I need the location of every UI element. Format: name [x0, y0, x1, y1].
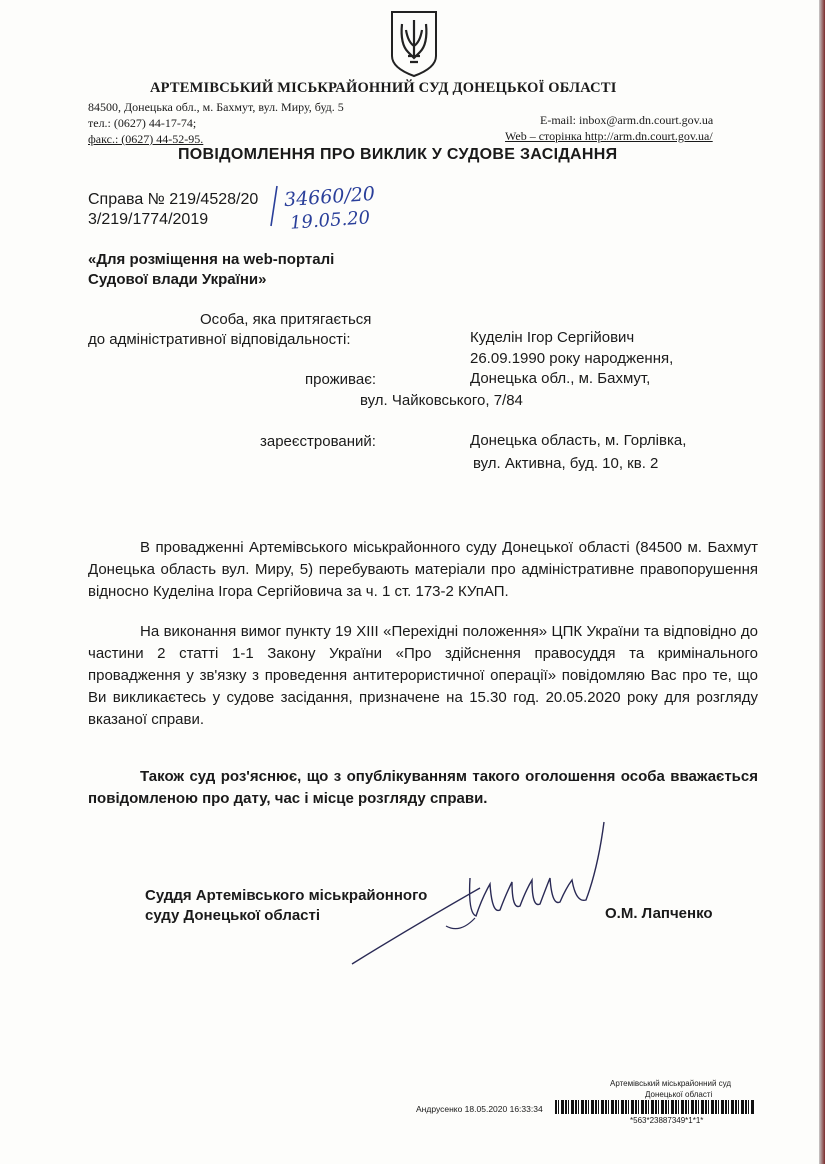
handwritten-date: 19.05.20: [289, 207, 371, 234]
judge-name: О.М. Лапченко: [605, 905, 713, 922]
lives-label: проживає:: [305, 371, 377, 388]
case-number-secondary: 3/219/1774/2019: [88, 211, 209, 228]
court-email: E-mail: inbox@arm.dn.court.gov.ua: [540, 113, 714, 127]
lives-line1: Донецька обл., м. Бахмут,: [470, 370, 651, 387]
court-phone: тел.: (0627) 44-17-74;: [88, 116, 197, 130]
court-fax: факс.: (0627) 44-52-95.: [88, 132, 204, 146]
person-birth: 26.09.1990 року народження,: [470, 350, 674, 367]
paragraph-summons: На виконання вимог пункту 19 XIII «Перехідні положення» ЦПК України та відповідно до частини 2 статті 1-1 Закону України «Про здійснення правосуддя та кримінального провадження у зв'язку з проведення антитерористичної операції» повідомляю Вас про те, що Ви викликаєтесь у судове засідання, призначене на 15.30 год. 20.05.2020 року для розгляду вказаної справи.: [88, 623, 758, 728]
registered-line2: вул. Активна, буд. 10, кв. 2: [473, 455, 659, 472]
paragraph-clarification: Також суд роз'яснює, що з опублікуванням такого оголошення особа вважається повідомленою про дату, час і місце розгляду справи.: [88, 768, 758, 807]
stamp-clerk-time: Андрусенко 18.05.2020 16:33:34: [416, 1104, 543, 1114]
scan-edge: [819, 0, 825, 1164]
person-name: Куделін Ігор Сергійович: [470, 329, 635, 346]
handwritten-signature: [350, 818, 612, 968]
stamp-org-line1: Артемівський міськрайонний суд: [610, 1079, 732, 1088]
registered-label: зареєстрований:: [260, 433, 376, 450]
lives-line2: вул. Чайковського, 7/84: [360, 392, 523, 409]
stamp-org-line2: Донецької області: [645, 1090, 713, 1099]
page-title: ПОВІДОМЛЕННЯ ПРО ВИКЛИК У СУДОВЕ ЗАСІДАННЯ: [178, 146, 618, 163]
case-number: Справа № 219/4528/20: [88, 191, 259, 208]
paragraph-proceedings: В провадженні Артемівського міськрайонного суду Донецької області (84500 м. Бахмут Донецька область вул. Миру, 5) перебувають матеріали про адміністративне правопорушення відносно Куделіна Ігора Сергійовича за ч. 1 ст. 173-2 КУпАП.: [88, 539, 758, 600]
trident-emblem-icon: [388, 6, 440, 78]
person-label-1: Особа, яка притягається: [200, 311, 372, 328]
person-label-2: до адміністративної відповідальності:: [88, 331, 351, 348]
placement-note-line2: Судової влади України»: [88, 271, 267, 288]
handwritten-stroke: [268, 184, 280, 228]
barcode: [555, 1100, 755, 1114]
court-address: 84500, Донецька обл., м. Бахмут, вул. Миру, буд. 5: [88, 100, 344, 114]
court-name: АРТЕМІВСЬКИЙ МІСЬКРАЙОННИЙ СУД ДОНЕЦЬКОЇ ОБЛАСТІ: [150, 80, 617, 96]
barcode-code: *563*23887349*1*1*: [630, 1116, 704, 1125]
signature-title-line2: суду Донецької області: [145, 907, 321, 924]
handwritten-registration: 34660/20: [283, 182, 376, 212]
court-web: Web – сторінка http://arm.dn.court.gov.ua/: [505, 129, 713, 143]
signature-title-line1: Суддя Артемівського міськрайонного: [145, 887, 428, 904]
placement-note-line1: «Для розміщення на web-порталі: [88, 251, 335, 268]
registered-line1: Донецька область, м. Горлівка,: [470, 432, 687, 449]
